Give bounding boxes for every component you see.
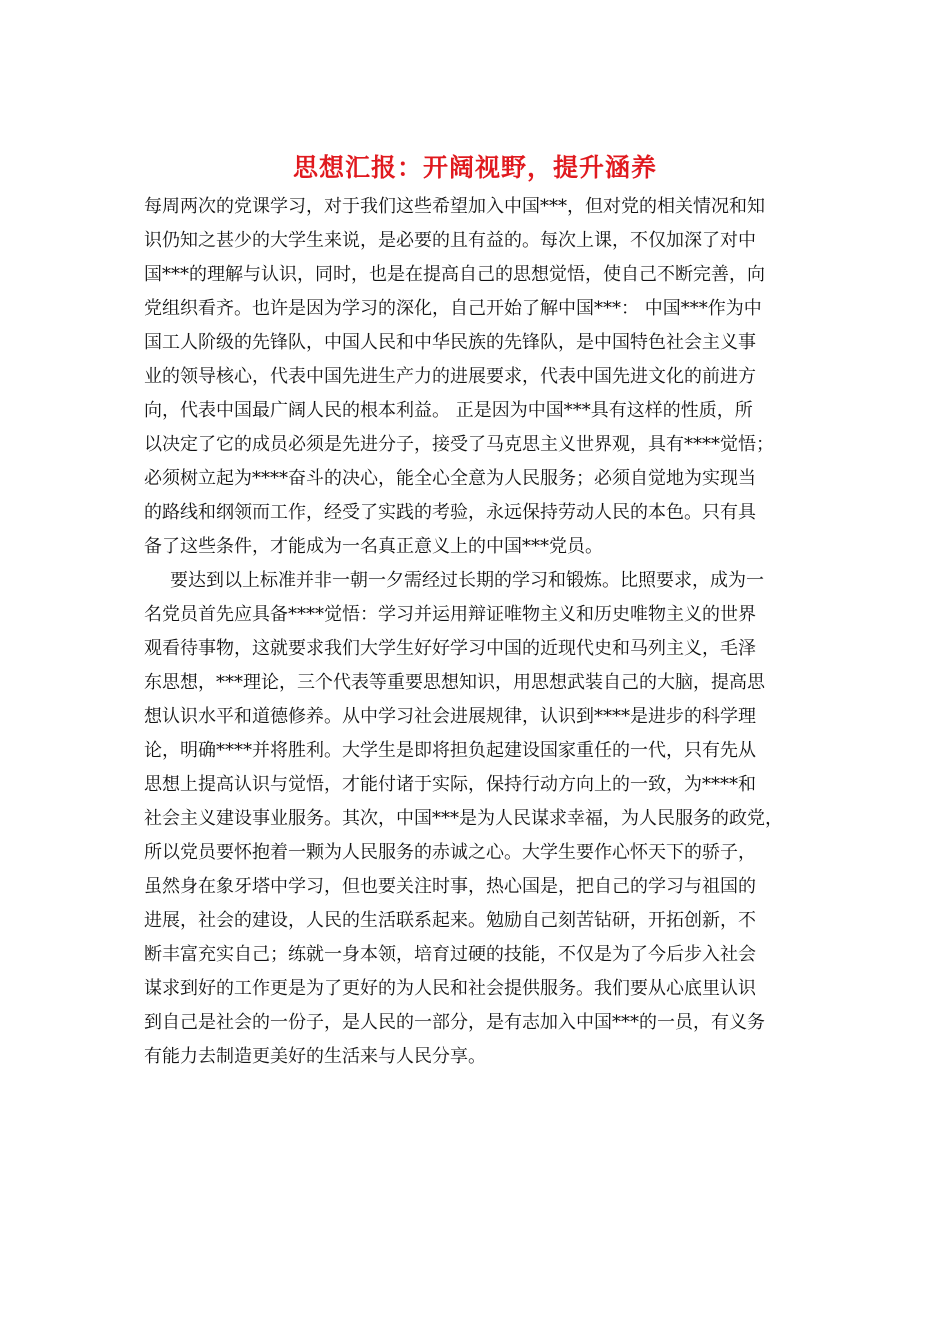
body-line: 思想上提高认识与觉悟，才能付诸于实际，保持行动方向上的一致，为****和 xyxy=(144,774,756,795)
document-title: 思想汇报：开阔视野，提升涵养 xyxy=(292,153,657,182)
body-line: 识仍知之甚少的大学生来说，是必要的且有益的。每次上课，不仅加深了对中 xyxy=(144,230,756,251)
body-line: 必须树立起为****奋斗的决心，能全心全意为人民服务；必须自觉地为实现当 xyxy=(144,468,756,489)
body-line: 党组织看齐。也许是因为学习的深化，自己开始了解中国***： 中国***作为中 xyxy=(144,298,762,319)
body-line: 到自己是社会的一份子，是人民的一部分，是有志加入中国***的一员，有义务 xyxy=(144,1012,765,1033)
body-line: 虽然身在象牙塔中学习，但也要关注时事，热心国是，把自己的学习与祖国的 xyxy=(144,876,756,897)
body-line: 想认识水平和道德修养。从中学习社会进展规律，认识到****是进步的科学理 xyxy=(144,706,756,727)
body-line: 国工人阶级的先锋队，中国人民和中华民族的先锋队，是中国特色社会主义事 xyxy=(144,332,756,353)
body-line: 业的领导核心，代表中国先进生产力的进展要求，代表中国先进文化的前进方 xyxy=(144,366,756,387)
body-line: 向，代表中国最广阔人民的根本利益。 正是因为中国***具有这样的性质，所 xyxy=(144,400,753,421)
body-line: 有能力去制造更美好的生活来与人民分享。 xyxy=(144,1046,486,1067)
body-line: 的路线和纲领而工作，经受了实践的考验，永远保持劳动人民的本色。只有具 xyxy=(144,502,756,523)
body-line: 社会主义建设事业服务。其次，中国***是为人民谋求幸福，为人民服务的政党， xyxy=(144,808,783,829)
document-body xyxy=(144,190,844,1074)
body-line: 所以党员要怀抱着一颗为人民服务的赤诚之心。大学生要作心怀天下的骄子， xyxy=(144,842,756,863)
body-line: 谋求到好的工作更是为了更好的为人民和社会提供服务。我们要从心底里认识 xyxy=(144,978,756,999)
body-line: 观看待事物，这就要求我们大学生好好学习中国的近现代史和马列主义，毛泽 xyxy=(144,638,756,659)
body-line: 国***的理解与认识，同时，也是在提高自己的思想觉悟，使自己不断完善，向 xyxy=(144,264,765,285)
body-line: 东思想，***理论，三个代表等重要思想知识，用思想武装自己的大脑，提高思 xyxy=(144,672,765,693)
body-line: 以决定了它的成员必须是先进分子，接受了马克思主义世界观，具有****觉悟； xyxy=(144,434,774,455)
body-line: 要达到以上标准并非一朝一夕需经过长期的学习和锻炼。比照要求，成为一 xyxy=(170,570,764,591)
body-line: 备了这些条件，才能成为一名真正意义上的中国***党员。 xyxy=(144,536,603,557)
body-line: 断丰富充实自己；练就一身本领，培育过硬的技能，不仅是为了今后步入社会 xyxy=(144,944,756,965)
body-line: 论，明确****并将胜利。大学生是即将担负起建设国家重任的一代，只有先从 xyxy=(144,740,756,761)
body-line: 名党员首先应具备****觉悟：学习并运用辩证唯物主义和历史唯物主义的世界 xyxy=(144,604,756,625)
body-line: 每周两次的党课学习，对于我们这些希望加入中国***，但对党的相关情况和知 xyxy=(144,196,765,217)
body-line: 进展，社会的建设，人民的生活联系起来。勉励自己刻苦钻研，开拓创新，不 xyxy=(144,910,756,931)
